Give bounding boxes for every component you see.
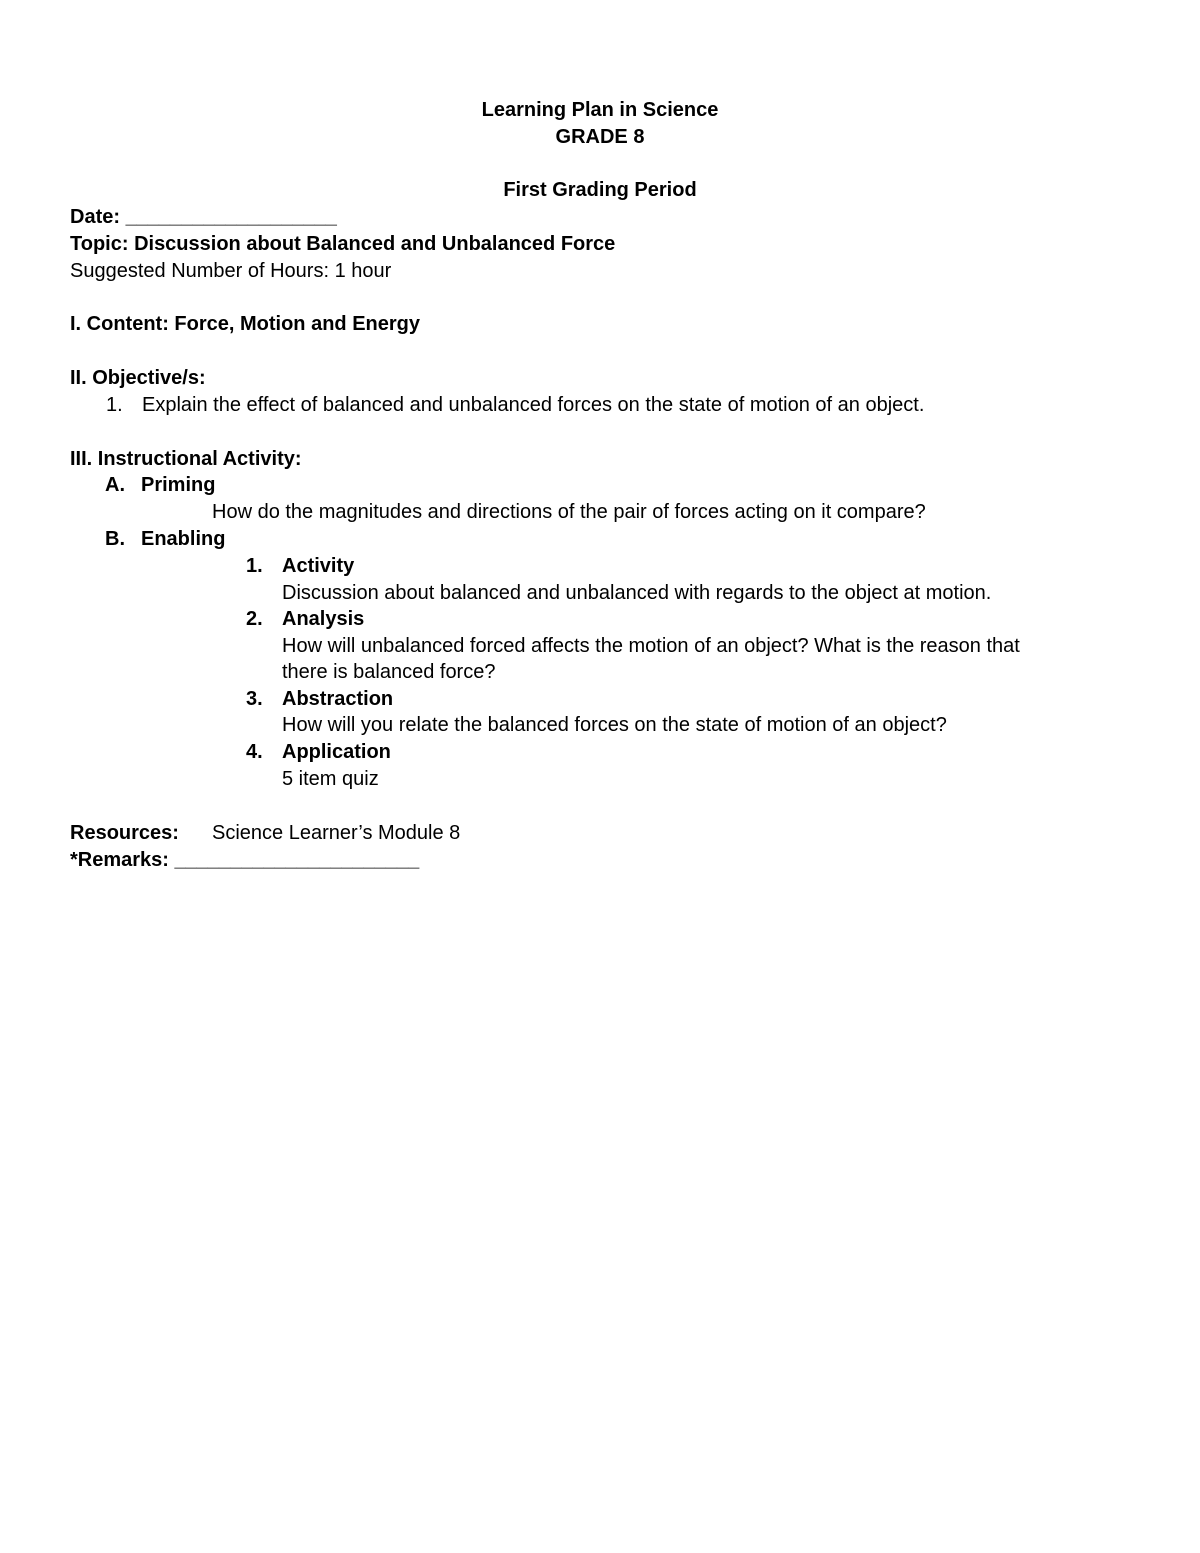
step-activity-text: Discussion about balanced and unbalanced with regards to the object at motion. (282, 582, 992, 604)
step-label: Activity (282, 555, 355, 577)
step-number: 3. (246, 688, 263, 710)
step-label: Abstraction (282, 688, 394, 710)
step-number: 2. (246, 608, 263, 630)
step-number: 4. (246, 741, 263, 763)
step-analysis-text-line1: How will unbalanced forced affects the motion of an object? What is the reason that (282, 635, 1020, 657)
grading-period: First Grading Period (503, 179, 697, 201)
objectives-heading: II. Objective/s: (70, 367, 206, 389)
step-analysis-heading (246, 606, 364, 632)
priming-heading (105, 472, 215, 498)
hours-line: Suggested Number of Hours: 1 hour (70, 260, 392, 282)
remarks-field: *Remarks: ______________________ (70, 849, 420, 871)
step-application-heading (246, 739, 391, 765)
topic-line: Topic: Discussion about Balanced and Unbalanced Force (70, 233, 616, 255)
content-heading: I. Content: Force, Motion and Energy (70, 313, 420, 335)
enabling-letter: B. (105, 528, 125, 550)
resources-value: Science Learner’s Module 8 (212, 822, 461, 844)
resources-line (70, 820, 460, 846)
step-analysis-text-line2: there is balanced force? (282, 661, 496, 683)
step-number: 1. (246, 555, 263, 577)
document-title: Learning Plan in Science (481, 99, 719, 121)
enabling-label: Enabling (141, 528, 226, 550)
step-application-text: 5 item quiz (282, 768, 379, 790)
date-field: Date: ___________________ (70, 206, 337, 228)
resources-label: Resources: (70, 822, 179, 844)
instructional-heading: III. Instructional Activity: (70, 448, 302, 470)
grade-label: GRADE 8 (555, 126, 645, 148)
step-abstraction-text: How will you relate the balanced forces on the state of motion of an object? (282, 714, 947, 736)
step-label: Analysis (282, 608, 365, 630)
step-activity-heading (246, 553, 354, 579)
priming-label: Priming (141, 474, 216, 496)
enabling-heading (105, 526, 225, 552)
priming-text: How do the magnitudes and directions of the pair of forces acting on it compare? (212, 501, 926, 523)
step-label: Application (282, 741, 391, 763)
step-abstraction-heading (246, 686, 393, 712)
objective-text: Explain the effect of balanced and unbalanced forces on the state of motion of an object. (142, 394, 925, 416)
priming-letter: A. (105, 474, 125, 496)
objective-item (106, 392, 924, 418)
objective-number: 1. (106, 394, 123, 416)
